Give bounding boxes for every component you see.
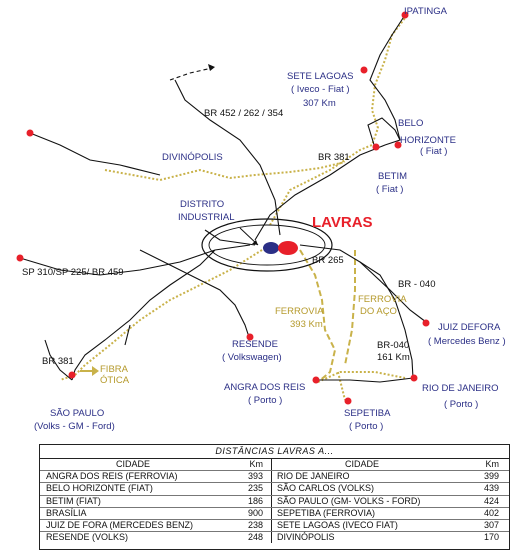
header-km-right: Km [485, 459, 499, 469]
road-resende-stub [125, 325, 130, 345]
dot-angra [313, 377, 320, 384]
road-br381-north [255, 15, 408, 240]
label-divinopolis: DIVINÓPOLIS [162, 152, 223, 163]
dot-sp-road [17, 255, 24, 262]
lavras-marker [278, 241, 298, 255]
label-betim: BETIM [378, 171, 408, 182]
label-angra-sub: ( Porto ) [248, 395, 283, 406]
label-sepetiba: SEPETIBA [344, 408, 391, 419]
road-north-dashed [170, 68, 212, 80]
km-left: 238 [226, 520, 272, 531]
km-left: 235 [226, 483, 272, 494]
label-ferrovia-aco2: DO AÇO [360, 306, 397, 317]
city-right: SÃO CARLOS (VOLKS) [277, 483, 375, 494]
label-km161: 161 Km [377, 352, 410, 363]
distance-table-header [40, 459, 509, 471]
label-fibra2: ÓTICA [100, 375, 130, 386]
header-city-right: CIDADE [344, 459, 379, 469]
city-left: RESENDE (VOLKS) [46, 532, 129, 543]
label-juiz: JUIZ DEFORA [438, 322, 501, 333]
label-sete-lagoas-km: 307 Km [303, 98, 336, 109]
label-bh-sub: ( Fiat ) [420, 146, 448, 157]
label-angra: ANGRA DOS REIS [224, 382, 306, 393]
label-ferrovia-km: 393 Km [290, 319, 323, 330]
road-divinopolis [30, 133, 160, 175]
city-left: BRASÍLIA [46, 507, 87, 518]
distance-table-title: DISTÂNCIAS LAVRAS A... [40, 445, 509, 459]
city-left: JUIZ DE FORA (MERCEDES BENZ) [46, 519, 194, 530]
label-br265: BR 265 [312, 255, 344, 266]
header-city-left: CIDADE [115, 459, 150, 469]
label-lavras: LAVRAS [312, 214, 373, 231]
distrito-industrial-marker [263, 242, 279, 254]
city-right: DIVINÓPOLIS [277, 532, 335, 543]
rail-aco [345, 250, 355, 365]
label-ferrovia-aco1: FERROVIA [358, 294, 407, 305]
dot-divinopolis [27, 130, 34, 137]
km-right: 402 [483, 507, 499, 518]
label-sepetiba-sub: ( Porto ) [349, 421, 384, 432]
city-right: SÃO PAULO (GM- VOLKS - FORD) [277, 495, 421, 506]
label-br381-top: BR 381 [318, 152, 350, 163]
distance-table [39, 444, 510, 550]
label-resende-sub: ( Volkswagen) [222, 352, 282, 363]
km-right: 424 [483, 495, 499, 506]
label-rio: RIO DE JANEIRO [422, 383, 499, 394]
city-left: ANGRA DOS REIS (FERROVIA) [46, 471, 178, 482]
dot-rio [411, 375, 418, 382]
label-sete-lagoas-sub: ( Iveco - Fiat ) [291, 84, 350, 95]
label-distrito: DISTRITO [180, 199, 225, 210]
fibra-arrow [80, 366, 99, 376]
label-rio-sub: ( Porto ) [444, 399, 479, 410]
table-row [40, 532, 509, 543]
label-br040b: BR-040 [377, 340, 410, 351]
north-arrow-head [208, 64, 215, 71]
label-br040: BR - 040 [398, 279, 436, 290]
label-juiz-sub: ( Mercedes Benz ) [428, 336, 506, 347]
dot-sao-paulo [69, 372, 76, 379]
table-row [40, 471, 509, 483]
km-left: 393 [226, 471, 272, 482]
km-right: 307 [483, 519, 499, 530]
km-right: 439 [483, 483, 499, 494]
label-fibra1: FIBRA [100, 364, 128, 375]
dot-betim [373, 144, 380, 151]
label-industrial: INDUSTRIAL [178, 212, 235, 223]
table-row [40, 508, 509, 520]
rail-divinopolis [105, 162, 345, 180]
label-ipatinga: IPATINGA [404, 6, 447, 17]
header-km-left: Km [226, 459, 272, 470]
label-resende: RESENDE [232, 339, 278, 350]
road-rio-angra [318, 378, 413, 382]
label-betim-sub: ( Fiat ) [376, 184, 404, 195]
city-right: SETE LAGOAS (IVECO FIAT) [277, 519, 398, 530]
city-left: BELO HORIZONTE (FIAT) [46, 483, 153, 494]
city-right: SEPETIBA (FERROVIA) [277, 507, 376, 518]
dot-sepetiba [345, 398, 352, 405]
dot-sete-lagoas [361, 67, 368, 74]
table-row [40, 483, 509, 495]
label-sp310: SP 310/SP 225/ BR 459 [22, 267, 124, 278]
km-left: 248 [226, 532, 272, 543]
km-left: 900 [226, 508, 272, 519]
label-sao-paulo: SÃO PAULO [50, 408, 105, 419]
city-right: RIO DE JANEIRO [277, 471, 350, 482]
dot-juiz [423, 320, 430, 327]
km-right: 399 [483, 471, 499, 482]
label-br381-left: BR 381 [42, 356, 74, 367]
label-br452: BR 452 / 262 / 354 [204, 108, 284, 119]
label-sp-sub: (Volks - GM - Ford) [34, 421, 115, 432]
label-belo: BELO [398, 118, 424, 129]
table-row [40, 520, 509, 532]
label-horizonte: HORIZONTE [400, 135, 456, 146]
city-left: BETIM (FIAT) [46, 495, 101, 506]
label-sete-lagoas: SETE LAGOAS [287, 71, 354, 82]
table-row [40, 496, 509, 508]
km-right: 170 [483, 532, 499, 543]
km-left: 186 [226, 496, 272, 507]
label-ferrovia: FERROVIA [275, 306, 324, 317]
rail-coast [318, 372, 405, 400]
